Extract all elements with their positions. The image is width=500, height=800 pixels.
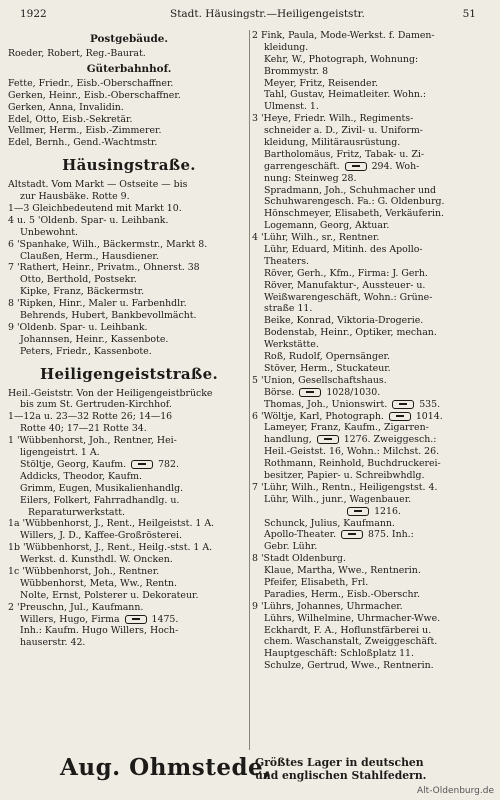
directory-entry: 6 'Spanhake, Wilh., Bäckermstr., Markt 8. xyxy=(8,238,208,250)
directory-entry: besitzer, Papier- u. Schreibwhdlg. xyxy=(264,469,425,481)
entry-name: handlung, xyxy=(264,434,312,446)
advertisement-brand: Aug. Ohmstede, xyxy=(60,754,272,781)
directory-entry: Lameyer, Franz, Kaufm., Zigarren- xyxy=(264,422,429,434)
directory-entry: Hauptgeschäft: Schloßplatz 11. xyxy=(264,648,414,660)
directory-entry-with-phone xyxy=(252,529,494,541)
directory-entry: Lührs, Wilhelmine, Uhrmacher-Wwe. xyxy=(264,612,441,624)
directory-entry: Roß, Rudolf, Opernsänger. xyxy=(264,351,390,363)
directory-entry: Kipke, Franz, Bäckermstr. xyxy=(20,286,145,298)
directory-entry: kleidung, Militärausrüstung. xyxy=(264,137,401,149)
directory-entry: Behrends, Hubert, Bankbevollmächt. xyxy=(20,310,197,322)
telephone-icon xyxy=(389,412,411,421)
directory-entry: Reparaturwerkstatt. xyxy=(28,506,125,518)
directory-entry: Tahl, Gustav, Heimatleiter. Wohn.: xyxy=(264,89,427,101)
directory-entry: 8 'Ripken, Hinr., Maler u. Farbenhdlr. xyxy=(8,298,187,310)
directory-entry: 5 'Union, Gesellschaftshaus. xyxy=(252,374,387,386)
phone-number: 1216. xyxy=(374,505,401,517)
directory-entry: Fette, Friedr., Eisb.-Oberschaffner. xyxy=(8,77,174,89)
directory-entry-phone-only xyxy=(252,506,494,518)
directory-entry: 7 'Lühr, Wilh., Rentn., Heiligengstst. 4. xyxy=(252,481,438,493)
directory-entry: Schulze, Gertrud, Wwe., Rentnerin. xyxy=(264,660,434,672)
entry-name: Stöltje, Georg, Kaufm. xyxy=(20,458,127,470)
street-description: zur Hausbäke. Rotte 9. xyxy=(20,191,130,203)
directory-entry: 1c 'Wübbenhorst, Joh., Rentner. xyxy=(8,565,160,577)
directory-entry: Claußen, Herm., Hausdiener. xyxy=(20,250,159,262)
directory-entry: Gerken, Heinr., Eisb.-Oberschaffner. xyxy=(8,89,181,101)
directory-entry: 2 'Preuschn, Jul., Kaufmann. xyxy=(8,601,144,613)
directory-entry: nung: Steinweg 28. xyxy=(264,172,357,184)
directory-entry: Willers, J. D., Kaffee-Großrösterei. xyxy=(20,530,183,542)
directory-entry: Vellmer, Herm., Eisb.-Zimmerer. xyxy=(8,125,162,137)
directory-entry-with-phone xyxy=(252,399,494,411)
phone-number: 1276. Zweiggesch.: xyxy=(343,434,437,446)
entry-name: Thomas, Joh., Unionswirt. xyxy=(264,398,388,410)
directory-entry: Werkst. d. Kunsthdl. W. Oncken. xyxy=(20,554,173,566)
telephone-icon xyxy=(392,400,414,409)
directory-entry: Logemann, Georg, Aktuar. xyxy=(264,220,390,232)
directory-entry: Rothmann, Reinhold, Buchdruckerei- xyxy=(264,458,441,470)
directory-entry: 8 'Stadt Oldenburg. xyxy=(252,553,346,565)
directory-entry-with-phone xyxy=(252,411,494,423)
left-column xyxy=(8,30,250,649)
street-description: Rotte 40; 17—21 Rotte 34. xyxy=(20,423,147,435)
directory-entry: 1—3 Gleichbedeutend mit Markt 10. xyxy=(8,203,182,215)
directory-entry-with-phone xyxy=(252,387,494,399)
section-heading-postgebaeude: Postgebäude. xyxy=(89,33,169,45)
directory-entry: Roeder, Robert, Reg.-Baurat. xyxy=(8,48,146,59)
entry-name: garrengeschäft. xyxy=(264,160,340,172)
phone-number: 535. xyxy=(419,398,441,410)
street-heading-heiligengeiststrasse: Heiligengeiststraße. xyxy=(39,364,218,383)
directory-entry: Theaters. xyxy=(264,255,310,267)
directory-entry-with-phone xyxy=(8,614,250,626)
directory-entry: 1a 'Wübbenhorst, J., Rent., Heilgeistst. 1 A. xyxy=(8,518,215,530)
section-heading-gueterbahnhof: Güterbahnhof. xyxy=(86,62,172,75)
directory-entry: Gebr. Lühr. xyxy=(264,541,318,553)
telephone-icon xyxy=(131,460,153,469)
right-column xyxy=(252,30,494,672)
directory-entry: Brommystr. 8 xyxy=(264,65,329,77)
phone-number: 782. xyxy=(158,458,179,470)
phone-number: 875. Inh.: xyxy=(368,529,414,541)
directory-entry: Otto, Berthold, Postsekr. xyxy=(20,274,137,286)
directory-entry: Spradmann, Joh., Schuhmacher und xyxy=(264,184,437,196)
directory-entry: Edel, Otto, Eisb.-Sekretär. xyxy=(8,113,133,125)
entry-name: Börse. xyxy=(264,386,295,398)
directory-entry: Ulmenst. 1. xyxy=(264,101,319,113)
directory-entry: Bodenstab, Heinr., Optiker, mechan. xyxy=(264,327,437,339)
page-header xyxy=(20,8,484,24)
telephone-icon xyxy=(299,388,321,397)
directory-entry: Peters, Friedr., Kassenbote. xyxy=(20,345,152,357)
directory-entry: Schuhwarengesch. Fa.: G. Oldenburg. xyxy=(264,196,445,208)
entry-name: Apollo-Theater. xyxy=(264,529,337,541)
directory-entry: Johannsen, Heinr., Kassenbote. xyxy=(20,333,169,345)
directory-entry: Hönschmeyer, Elisabeth, Verkäuferin. xyxy=(264,208,444,220)
directory-entry: 4 'Lühr, Wilh., sr., Rentner. xyxy=(252,232,380,244)
street-description: bis zum St. Gertruden-Kirchhof. xyxy=(20,399,172,411)
directory-entry: 9 'Lührs, Johannes, Uhrmacher. xyxy=(252,600,403,612)
directory-entry: Edel, Bernh., Gend.-Wachtmstr. xyxy=(8,137,158,149)
directory-entry: Eilers, Folkert, Fahrradhandlg. u. xyxy=(20,494,180,506)
directory-entry: Paradies, Herm., Eisb.-Oberschr. xyxy=(264,588,420,600)
directory-entry: 1b 'Wübbenhorst, J., Rent., Heilg.-stst. 1 A. xyxy=(8,542,213,554)
directory-entry: Beike, Konrad, Viktoria-Drogerie. xyxy=(264,315,424,327)
directory-entry: 2 Fink, Paula, Mode-Werkst. f. Damen- xyxy=(252,30,435,41)
street-description: Altstadt. Vom Markt — Ostseite — bis xyxy=(8,179,188,191)
directory-entry: Inh.: Kaufm. Hugo Willers, Hoch- xyxy=(20,625,179,637)
directory-entry: Addicks, Theodor, Kaufm. xyxy=(20,470,142,482)
header-page-number: 51 xyxy=(462,8,476,20)
street-heading-haeusingstrasse: Häusingstraße. xyxy=(62,156,196,175)
directory-entry: Grimm, Eugen, Musikalienhandlg. xyxy=(20,482,184,494)
directory-entry: 7 'Rathert, Heinr., Privatm., Ohnerst. 38 xyxy=(8,262,200,274)
phone-number: 1475. xyxy=(151,613,179,625)
telephone-icon xyxy=(317,435,339,444)
directory-entry: schneider a. D., Zivil- u. Uniform- xyxy=(264,125,423,137)
directory-entry-with-phone xyxy=(8,459,250,471)
directory-entry: Röver, Manufaktur-, Aussteuer- u. xyxy=(264,279,426,291)
slogan-line: Größtes Lager in deutschen xyxy=(255,756,424,769)
directory-entry: 3 'Heye, Friedr. Wilh., Regiments- xyxy=(252,113,414,125)
footer-advertisement xyxy=(60,752,440,788)
phone-number: 1014. xyxy=(415,410,443,422)
entry-name: Willers, Hugo, Firma xyxy=(20,613,120,625)
directory-entry: Wübbenhorst, Meta, Ww., Rentn. xyxy=(20,577,177,589)
directory-entry: ligengeistrt. 1 A. xyxy=(20,447,100,459)
directory-entry: straße 11. xyxy=(264,303,313,315)
directory-entry: Pfeifer, Elisabeth, Frl. xyxy=(264,576,369,588)
directory-entry: hauserstr. 42. xyxy=(20,637,86,649)
directory-entry-with-phone xyxy=(252,161,494,173)
directory-entry: 1 'Wübbenhorst, Joh., Rentner, Hei- xyxy=(8,435,177,447)
phone-number: 294. Woh- xyxy=(371,160,420,172)
directory-entry: chem. Waschanstalt, Zweiggeschäft. xyxy=(264,636,438,648)
directory-entry: Bartholomäus, Fritz, Tabak- u. Zi- xyxy=(264,148,425,160)
directory-entry: Unbewohnt. xyxy=(20,226,78,238)
directory-entry: Meyer, Fritz, Reisender. xyxy=(264,77,379,89)
directory-entry: Lühr, Eduard, Mitinh. des Apollo- xyxy=(264,244,423,256)
slogan-line: und englischen Stahlfedern. xyxy=(255,769,427,782)
directory-entry: Klaue, Martha, Wwe., Rentnerin. xyxy=(264,565,421,577)
header-year: 1922 xyxy=(20,8,47,20)
telephone-icon xyxy=(125,615,147,624)
directory-entry: Gerken, Anna, Invalidin. xyxy=(8,101,124,113)
directory-entry: Kehr, W., Photograph, Wohnung: xyxy=(264,53,419,65)
directory-entry: Weißwarengeschäft, Wohn.: Grüne- xyxy=(264,291,433,303)
telephone-icon xyxy=(347,507,369,516)
header-title: Stadt. Häusingstr.—Heiligengeiststr. xyxy=(170,8,365,20)
telephone-icon xyxy=(341,530,363,539)
directory-entry: kleidung. xyxy=(264,41,309,53)
directory-entry-with-phone xyxy=(252,434,494,446)
directory-entry: Eckhardt, F. A., Hoflunstfärberei u. xyxy=(264,624,432,636)
watermark: Alt-Oldenburg.de xyxy=(416,786,494,796)
directory-entry: Röver, Gerh., Kfm., Firma: J. Gerh. xyxy=(264,267,428,279)
entry-name: 6 'Wöltje, Karl, Photograph. xyxy=(252,410,384,422)
phone-number: 1028/1030. xyxy=(326,386,381,398)
directory-entry: Nolte, Ernst, Polsterer u. Dekorateur. xyxy=(20,589,199,601)
directory-entry: 9 'Oldenb. Spar- u. Leihbank. xyxy=(8,321,148,333)
street-description: Heil.-Geiststr. Von der Heiligengeistbrücke xyxy=(8,387,213,399)
directory-entry: Lühr, Wilh., junr., Wagenbauer. xyxy=(264,493,412,505)
telephone-icon xyxy=(345,162,367,171)
directory-entry: Heil.-Geistst. 16, Wohn.: Milchst. 26. xyxy=(264,446,440,458)
directory-entry: Stöver, Herm., Stuckateur. xyxy=(264,362,391,374)
directory-entry: 4 u. 5 'Oldenb. Spar- u. Leihbank. xyxy=(8,214,169,226)
advertisement-slogan xyxy=(255,756,426,782)
directory-entry: Werkstätte. xyxy=(264,339,319,351)
directory-entry: Schunck, Julius, Kaufmann. xyxy=(264,517,395,529)
street-description: 1—12a u. 23—32 Rotte 26; 14—16 xyxy=(8,411,173,423)
